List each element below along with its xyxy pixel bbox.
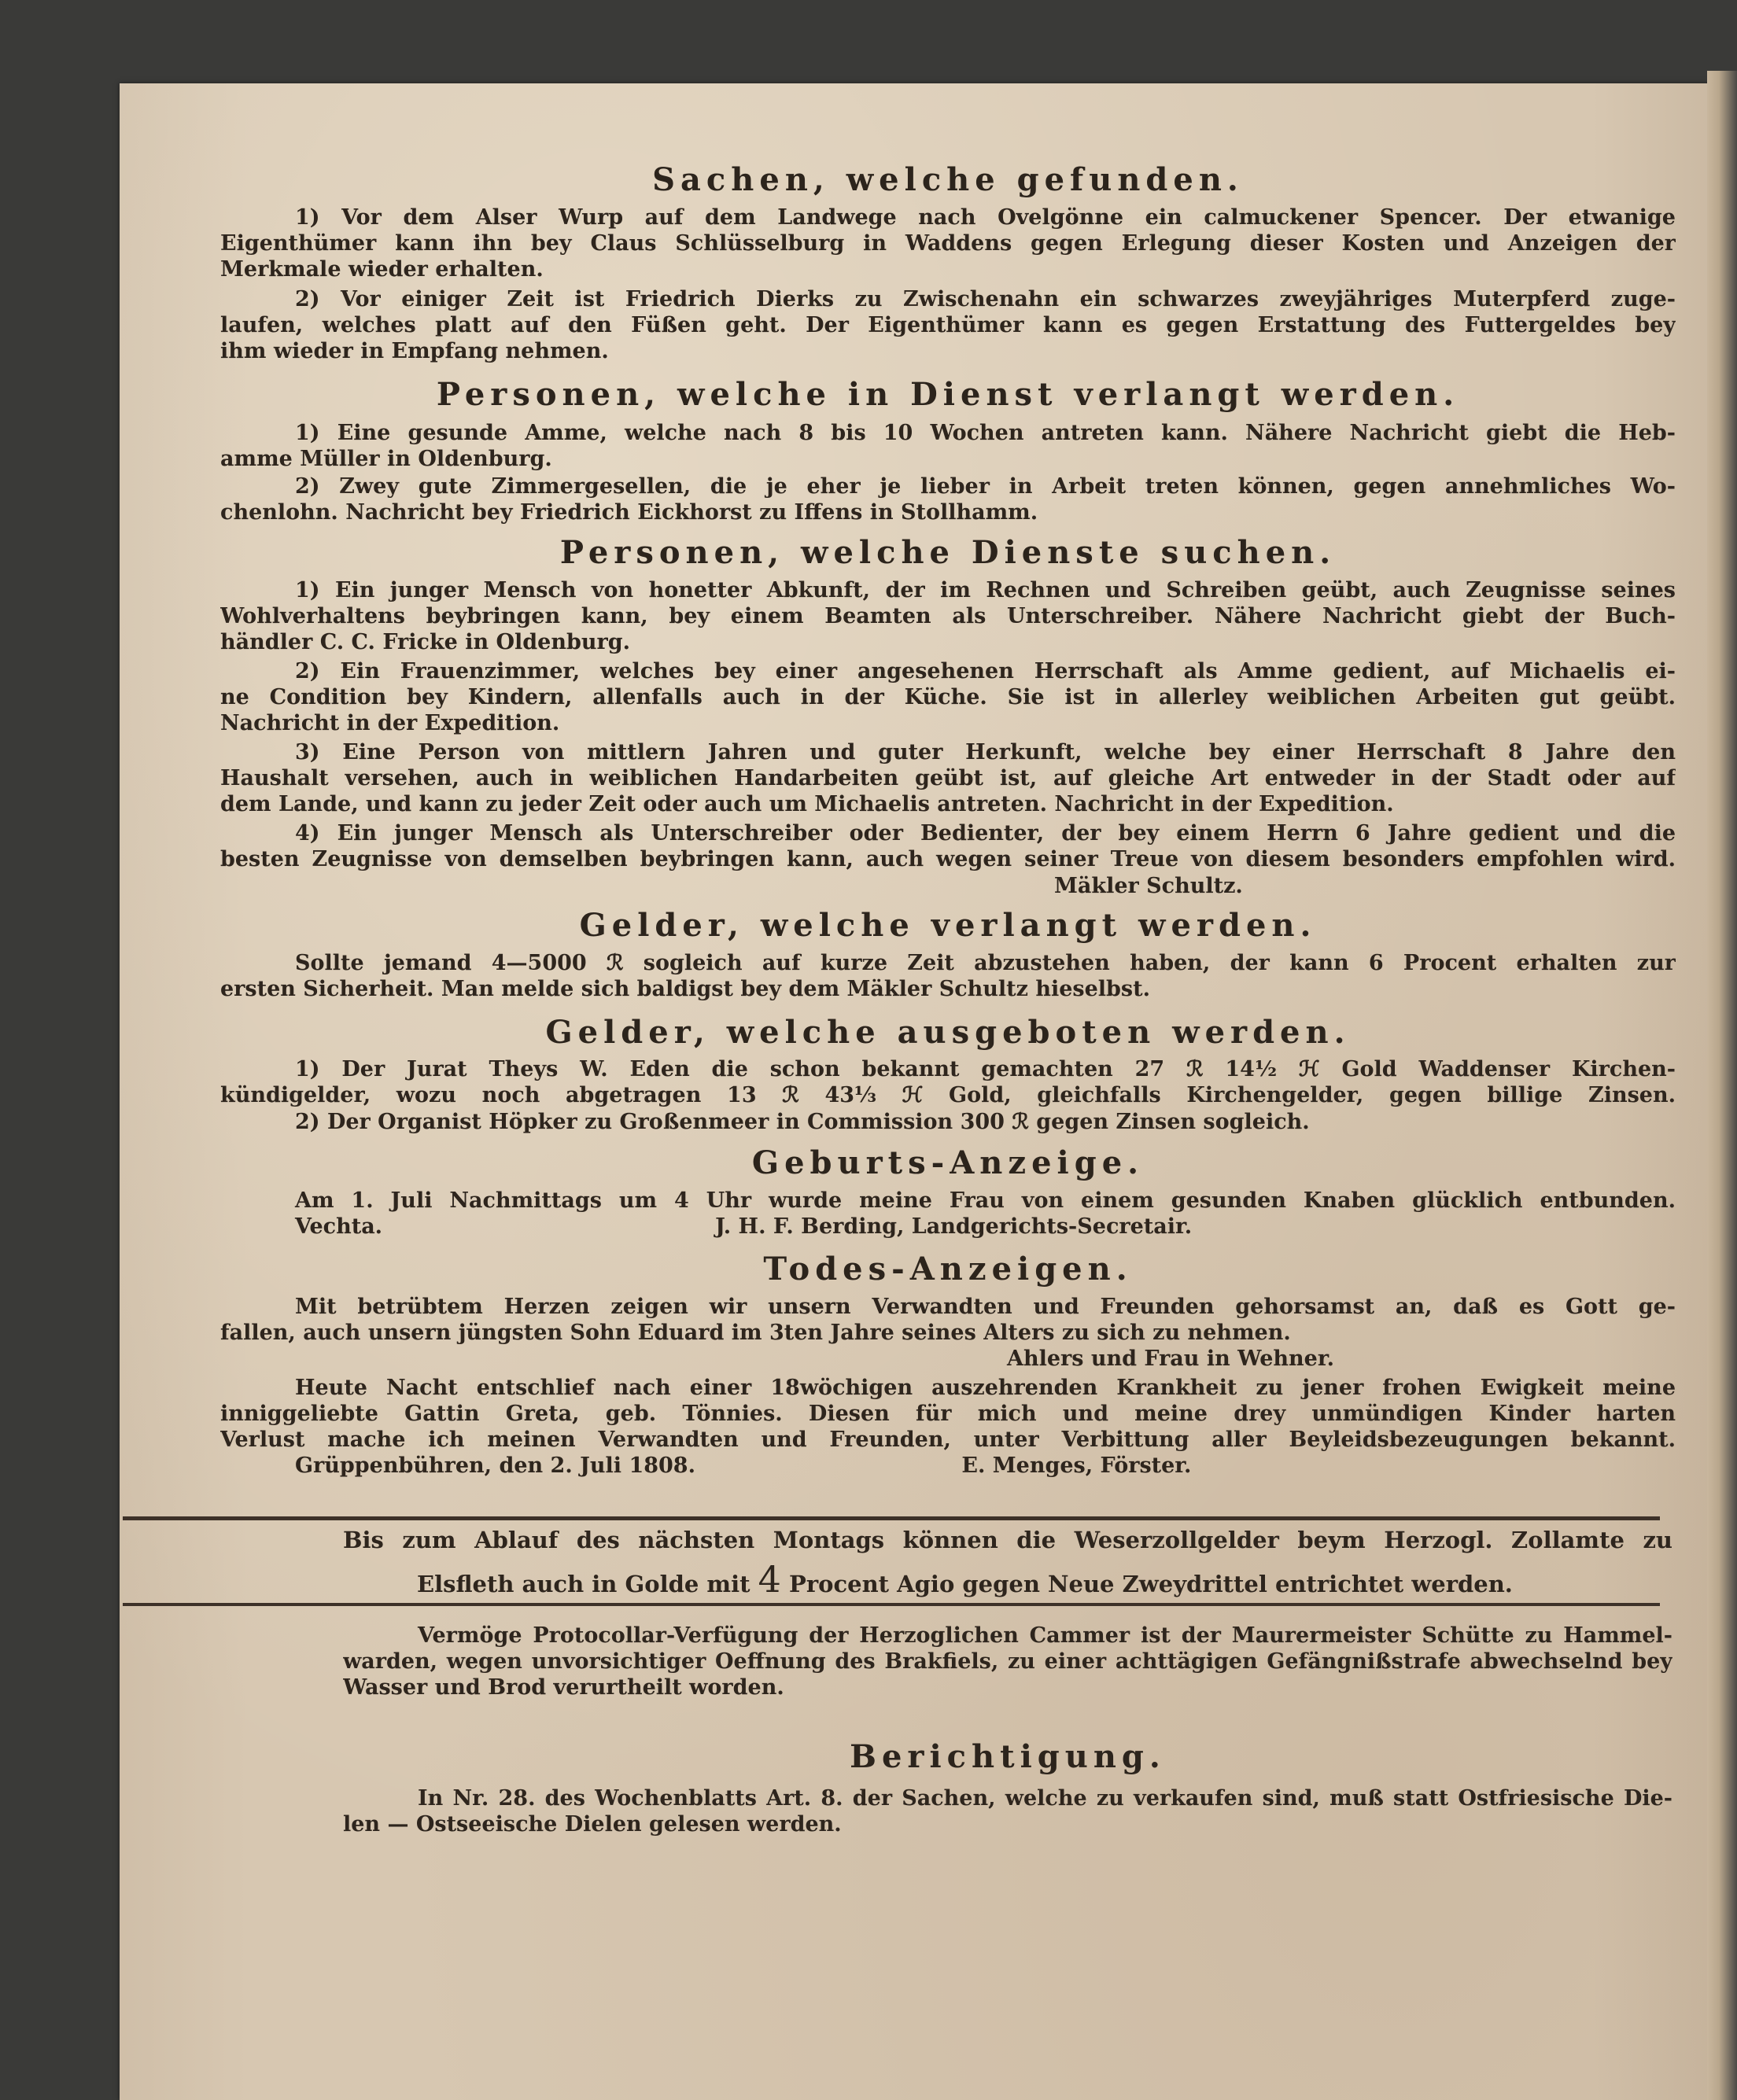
birth-signature: Vechta. J. H. F. Berding, Landgerichts-Secretair. [295,1214,1193,1239]
death-signature: Ahlers und Frau in Wehner. [1007,1347,1334,1371]
seeking-service-line: 4) Ein junger Mensch als Unterschreiber oder Bedienter, der bey einem Herrn 6 Jahre gedient und die [295,821,1676,846]
heading-found-items: Sachen, welche gefunden. [652,161,1244,198]
correction-block [343,1785,1672,1848]
seeking-service-signature: Mäkler Schultz. [1054,874,1243,898]
seeking-service-line: 2) Ein Frauenzimmer, welches bey einer angesehenen Herrschaft als Amme gedient, auf Michaelis ei- [295,659,1676,683]
found-line: Merkmale wieder erhalten. [220,257,544,282]
seeking-service-line: ne Condition bey Kindern, allenfalls auch in der Küche. Sie ist in allerley weiblichen Arbeiten gut geübt. [220,685,1676,709]
notice-text: Elsfleth auch in Golde mit [417,1571,750,1597]
decree-line: Vermöge Protocollar-Verfügung der Herzoglichen Cammer ist der Maurermeister Schütte zu Hammel- [418,1623,1672,1648]
death-line: Verlust mache ich meinen Verwandten und Freunden, unter Verbittung aller Beyleidsbezeugungen bekannt. [220,1428,1676,1452]
found-line: 2) Vor einiger Zeit ist Friedrich Dierks zu Zwischenahn ein schwarzes zweyjähriges Muterpferd zuge- [295,287,1676,311]
heading-death-notices: Todes-Anzeigen. [763,1251,1133,1288]
correction-line: In Nr. 28. des Wochenblatts Art. 8. der Sachen, welche zu verkaufen sind, muß statt Ostfriesische Die- [418,1786,1672,1811]
notice-rate-number: 4 [758,1558,781,1601]
seeking-service-line: 1) Ein junger Mensch von honetter Abkunft, der im Rechnen und Schreiben geübt, auch Zeugnisse seines [295,578,1676,602]
service-wanted-line: amme Müller in Oldenburg. [220,447,552,471]
notice-bottom-rule [123,1603,1660,1606]
decree-line: Wasser und Brod verurtheilt worden. [343,1675,784,1700]
page-edge [1707,71,1737,2100]
heading-correction: Berichtigung. [850,1738,1166,1775]
found-line: laufen, welches platt auf den Füßen geht. Der Eigenthümer kann es gegen Erstattung des Futtergeldes bey [220,313,1676,337]
found-line: 1) Vor dem Alser Wurp auf dem Landwege nach Ovelgönne ein calmuckener Spencer. Der etwanige [295,205,1676,230]
decree-block [343,1623,1672,1709]
money-offered-line: 1) Der Jurat Theys W. Eden die schon bekannt gemachten 27 ℛ 14½ ℋ Gold Waddenser Kirchen- [295,1057,1676,1081]
seeking-service-line: Nachricht in der Expedition. [220,711,560,735]
heading-seeking-service: Personen, welche Dienste suchen. [559,534,1337,571]
death-line: inniggeliebte Gattin Greta, geb. Tönnies. Diesen für mich und meine drey unmündigen Kinder harten [220,1402,1676,1426]
correction-line: len — Ostseeische Dielen gelesen werden. [343,1812,842,1837]
seeking-service-line: händler C. C. Fricke in Oldenburg. [220,630,630,654]
notice-line-2 [417,1558,1613,1601]
heading-money-wanted: Gelder, welche verlangt werden. [579,907,1317,944]
found-line: Eigenthümer kann ihn bey Claus Schlüsselburg in Waddens gegen Erlegung dieser Kosten und Anzeigen der [220,231,1676,256]
heading-birth-notice: Geburts-Anzeige. [751,1144,1145,1181]
seeking-service-line: besten Zeugnisse von demselben beybringen kann, auch wegen seiner Treue von diesem besonders empfohlen wird. [220,847,1676,871]
seeking-service-line: Haushalt versehen, auch in weiblichen Handarbeiten geübt ist, auf gleiche Art entweder in der Stadt oder auf [220,766,1676,790]
death-line: Heute Nacht entschlief nach einer 18wöchigen auszehrenden Krankheit zu jener frohen Ewigkeit meine [295,1376,1676,1400]
seeking-service-line: 3) Eine Person von mittlern Jahren und guter Herkunft, welche bey einer Herrschaft 8 Jahre den [295,740,1676,764]
service-wanted-line: chenlohn. Nachricht bey Friedrich Eickhorst zu Iffens in Stollhamm. [220,500,1038,525]
seeking-service-line: Wohlverhaltens beybringen kann, bey einem Beamten als Unterschreiber. Nähere Nachricht giebt der Buch- [220,604,1676,628]
seeking-service-line: dem Lande, und kann zu jeder Zeit oder auch um Michaelis antreten. Nachricht in der Expedition. [220,792,1394,816]
heading-money-offered: Gelder, welche ausgeboten werden. [545,1014,1351,1051]
decree-line: warden, wegen unvorsichtiger Oeffnung des Brakfiels, zu einer achttägigen Gefängnißstrafe abwechselnd bey [343,1649,1672,1674]
money-offered-line: kündigelder, wozu noch abgetragen 13 ℛ 43⅓ ℋ Gold, gleichfalls Kirchengelder, gegen billige Zinsen. [220,1083,1676,1107]
birth-line: Am 1. Juli Nachmittags um 4 Uhr wurde meine Frau von einem gesunden Knaben glücklich entbunden. [295,1188,1676,1213]
service-wanted-line: 2) Zwey gute Zimmergesellen, die je eher je lieber in Arbeit treten können, gegen annehmliches Wo- [295,474,1676,499]
money-wanted-line: Sollte jemand 4—5000 ℛ sogleich auf kurze Zeit abzustehen haben, der kann 6 Procent erhalten zur [295,951,1676,975]
death-line: fallen, auch unsern jüngsten Sohn Eduard im 3ten Jahre seines Alters zu sich zu nehmen. [220,1321,1291,1345]
notice-text: Procent Agio gegen Neue Zweydrittel entrichtet werden. [789,1571,1513,1597]
heading-service-wanted: Personen, welche in Dienst verlangt werden. [436,376,1460,413]
money-wanted-line: ersten Sicherheit. Man melde sich baldigst bey dem Mäkler Schultz hieselbst. [220,977,1151,1001]
death-signature: Grüppenbühren, den 2. Juli 1808. E. Menges, Förster. [295,1453,1192,1478]
money-offered-line: 2) Der Organist Höpker zu Großenmeer in Commission 300 ℛ gegen Zinsen sogleich. [295,1110,1310,1134]
notice-line: Bis zum Ablauf des nächsten Montags können die Weserzollgelder beym Herzogl. Zollamte zu [343,1527,1672,1553]
found-line: ihm wieder in Empfang nehmen. [220,339,609,363]
death-line: Mit betrübtem Herzen zeigen wir unsern Verwandten und Freunden gehorsamst an, daß es Gott ge- [295,1295,1676,1319]
service-wanted-line: 1) Eine gesunde Amme, welche nach 8 bis 10 Wochen antreten kann. Nähere Nachricht giebt die Heb- [295,421,1676,445]
notice-top-rule [123,1516,1660,1520]
